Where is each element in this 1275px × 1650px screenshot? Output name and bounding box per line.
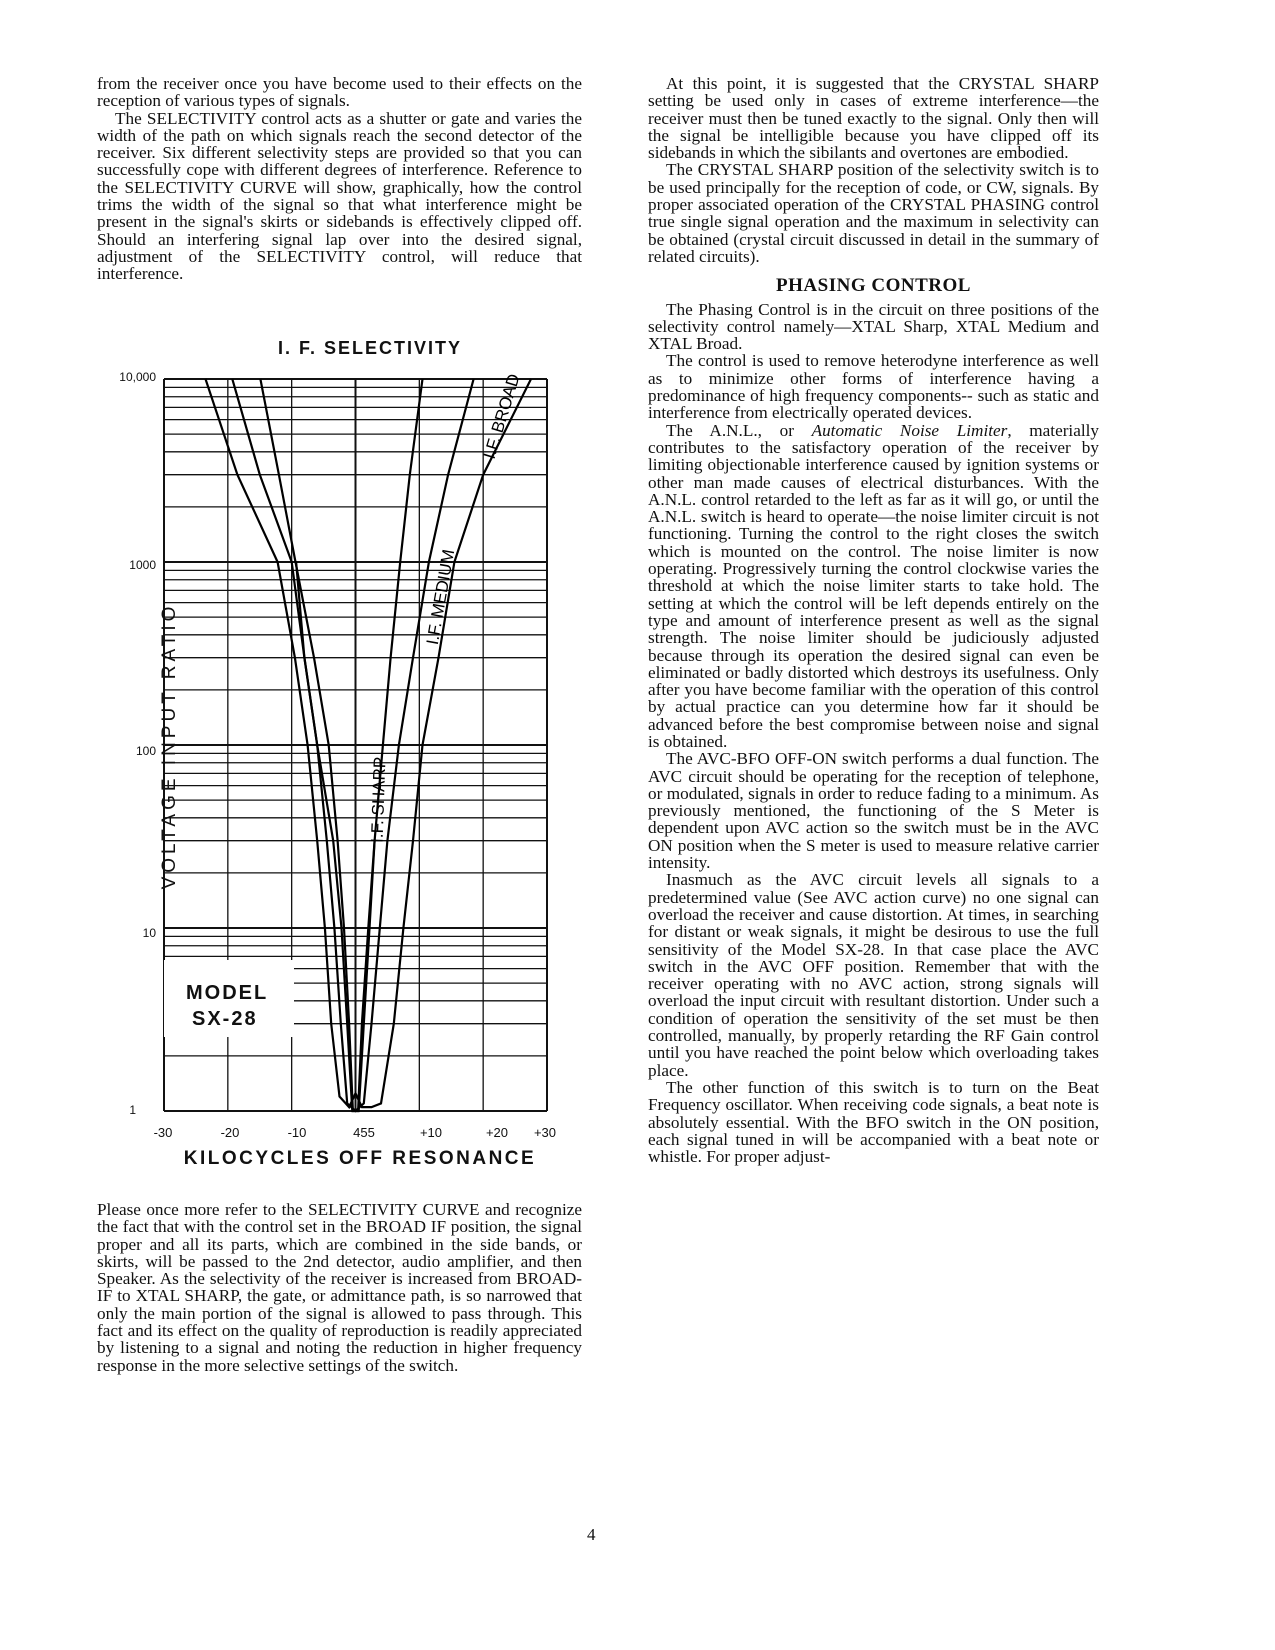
paragraph: The Phasing Control is in the circuit on three positions of the selectivity control namely—XTAL Sharp, XTAL Medium and XTAL Broad. (648, 299, 1099, 354)
model-label: MODEL (186, 982, 269, 1004)
anl-suffix: , materially contributes to the satisfactory operation of the receiver by limiting objectionable interference caused by ignition systems or other man made causes of electrical disturbances. With the A.N.L. control retarded to the left as far as it will go, or until the A.N.L. switch is heard to operate—the noise limiter circuit is not functioning. Turning the control to the right closes the switch which is mounted on the control. The noise limiter is now operating. Progressively turning the control clockwise varies the threshold at which the noise limiter starts to take hold. The setting at which the control will be left depends entirely on the type and amount of interference present as well as the signal strength. The noise limiter should be judiciously adjusted because through its operation the desired signal can even be eliminated or badly distorted which destroys its usefulness. Only after you have become familiar with the operation of this control by actual practice can you determine how far it should be advanced before the best compromise between noise and signal is obtained. (648, 420, 1099, 751)
model-annotation (186, 980, 268, 1032)
curve-label: I.F. MEDIUM (422, 547, 459, 647)
x-tick: -30 (153, 1125, 173, 1140)
y-tick-1000: 1000 (129, 558, 156, 572)
paragraph: Please once more refer to the SELECTIVITY CURVE and recognize the fact that with the control set in the BROAD IF position, the signal proper and all its parts, which are combined in the side bands, or skirts, will be passed to the 2nd detector, audio amplifier, and then Speaker. As the selectivity of the receiver is increased from BROAD-IF to XTAL SHARP, the gate, or admittance path, is so narrowed that only the main portion of the signal is allowed to pass through. This fact and its effect on the quality of reproduction is readily appreciated by listening to a signal and noting the reduction in higher frequency response in the more selective settings of the switch. (97, 1200, 582, 1375)
y-tick-10000: 10,000 (119, 370, 156, 384)
y-tick-100: 100 (135, 744, 156, 758)
paragraph: The control is used to remove heterodyne interference as well as to minimize other forms of interference having a predominance of high frequency components-- such as static and interference from electrically operated devices. (648, 351, 1099, 423)
curve-label: I.F. SHARP (367, 756, 390, 844)
page-number: 4 (587, 1525, 596, 1544)
paragraph: from the receiver once you have become used to their effects on the reception of various types of signals. (97, 74, 582, 111)
right-column-text (648, 75, 1099, 1165)
curve-label: I.F. BROAD (479, 371, 524, 462)
x-tick: 455 (353, 1125, 375, 1140)
x-tick: +30 (533, 1125, 557, 1140)
x-tick: +10 (419, 1125, 443, 1140)
paragraph: The CRYSTAL SHARP position of the selectivity switch is to be used principally for the reception of code, or CW, signals. By proper associated operation of the CRYSTAL PHASING control true single signal operation and the maximum in selectivity can be obtained (crystal circuit discussed in detail in the summary of related circuits). (648, 160, 1099, 266)
chart-title: I. F. SELECTIVITY (277, 338, 463, 358)
anl-italic-term: Automatic Noise Limiter (811, 420, 1008, 440)
model-number: SX-28 (192, 1008, 258, 1030)
y-tick-1: 1 (129, 1103, 136, 1117)
paragraph: Inasmuch as the AVC circuit levels all signals to a predetermined value (See AVC action curve) no one signal can overload the receiver and cause distortion. At times, in searching for distant or weak signals, it might be desirous to use the full sensitivity of the Model SX-28. In that case place the AVC switch in the AVC OFF position. Remember that with the receiver operating with no AVC action, strong signals will overload the input circuit with resultant distortion. Under such a condition of operation the sensitivity of the set must be then controlled, manually, by properly retarding the RF Gain control until you have reached the point below which overloading takes place. (648, 870, 1099, 1080)
curve-xtal (296, 562, 375, 1111)
x-tick: +20 (485, 1125, 509, 1140)
chart-x-axis-label: KILOCYCLES OFF RESONANCE (183, 1148, 537, 1169)
paragraph: The other function of this switch is to turn on the Beat Frequency oscillator. When receiving code signals, a beat note is absolutely essential. With the BFO switch in the ON position, each signal tuned in will be accompanied with a beat note or whistle. For proper adjust- (648, 1077, 1099, 1167)
anl-prefix: The A.N.L., or (666, 420, 812, 440)
chart-y-axis-label: VOLTAGE INPUT RATIO (159, 602, 180, 890)
paragraph: At this point, it is suggested that the CRYSTAL SHARP setting be used only in cases of extreme interference—the receiver must then be tuned exactly to the signal. Only then will the signal be intelligible because you have clipped off its sidebands in which the sibilants and overtones are embodied. (648, 74, 1099, 163)
y-tick-10: 10 (142, 926, 156, 940)
left-column-bottom-text (97, 1201, 582, 1374)
chart-curve-labels (368, 372, 524, 843)
anl-paragraph (648, 422, 1099, 751)
paragraph: The SELECTIVITY control acts as a shutter or gate and varies the width of the path on which signals reach the second detector of the receiver. Six different selectivity steps are provided so that you can successfully cope with different degrees of interference. Reference to the SELECTIVITY CURVE will show, graphically, how the control trims the width of the signal so that what interference might be present in the signal's skirts or sidebands is effectively clipped off. Should an interfering signal lap over into the desired signal, adjustment of the SELECTIVITY control, will reduce that interference. (97, 108, 582, 284)
paragraph: The AVC-BFO OFF-ON switch performs a dual function. The AVC circuit should be operating for the reception of telephone, or modulated, signals in order to reduce fading to a minimum. As previously mentioned, the functioning of the S Meter is dependent upon AVC action so the switch must be in the AVC ON position when the S meter is used to measure relative carrier intensity. (648, 749, 1099, 873)
x-tick: -20 (220, 1125, 240, 1140)
x-tick: -10 (287, 1125, 307, 1140)
section-heading-phasing-control: PHASING CONTROL (776, 275, 971, 297)
